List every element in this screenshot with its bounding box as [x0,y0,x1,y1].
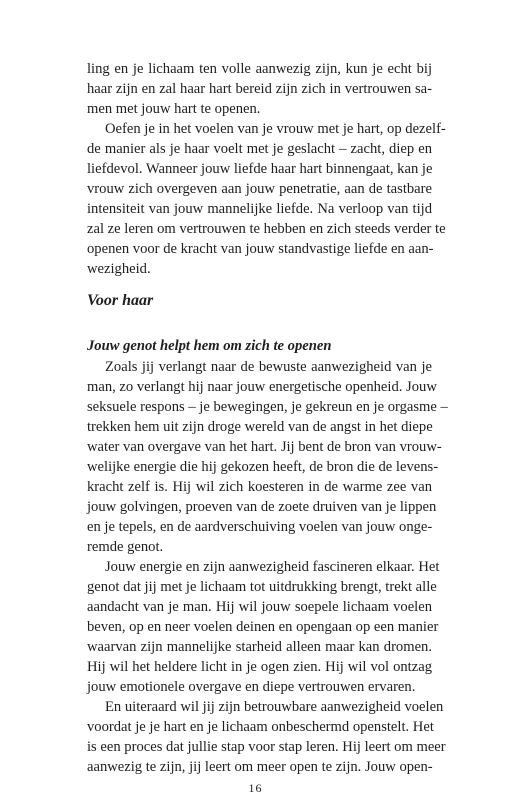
body-line: liefdevol. Wanneer jouw liefde haar hart binnengaat, kan je [87,161,433,177]
body-line: aanwezig te zijn, jij leert om meer open te zijn. Jouw open- [87,759,433,775]
body-line: openen voor de kracht van jouw standvastige liefde en aan- [87,241,434,257]
body-line: Jouw energie en zijn aanwezigheid fascineren elkaar. Het [105,559,440,575]
body-line: de manier als je haar voelt met je geslacht – zacht, diep en [87,141,432,157]
body-line: jouw emotionele overgave en diepe vertrouwen ervaren. [87,679,416,695]
body-line: en je tepels, en de aardverschuiving voelen van jouw onge- [87,519,433,535]
body-line: genot dat jij met je lichaam tot uitdrukking brengt, trekt alle [87,579,437,595]
body-line: is een proces dat jullie stap voor stap leren. Hij leert om meer [87,739,446,755]
body-line: Hij wil het heldere licht in je ogen zien. Hij wil vol ontzag [87,659,432,675]
body-line: En uiteraard wil jij zijn betrouwbare aanwezigheid voelen [105,699,444,715]
body-line: vrouw zich overgeven aan jouw penetratie, aan de tastbare [87,181,432,197]
body-line: haar zijn en zal haar hart bereid zijn zich in vertrouwen sa- [87,81,432,97]
body-line: remde genot. [87,539,164,555]
body-line: water van overgave van het hart. Jij bent de bron van vrouw- [87,439,442,455]
body-line: voordat je je hart en je lichaam onbeschermd openstelt. Het [87,719,434,735]
subheading: Jouw genot helpt hem om zich te openen [87,338,332,354]
section-heading: Voor haar [87,292,154,309]
body-line: beven, op en neer voelen deinen en opengaan op een manier [87,619,439,635]
body-line: Zoals jij verlangt naar de bewuste aanwezigheid van je [105,359,432,375]
page-number: 16 [248,781,263,795]
body-line: aandacht van je man. Hij wil jouw soepele lichaam voelen [87,599,432,615]
body-line: welijke energie die hij gekozen heeft, de bron die de levens- [87,459,439,475]
body-line: zal ze leren om vertrouwen te hebben en zich steeds verder te [87,221,446,237]
body-line: Oefen je in het voelen van je vrouw met je hart, op dezelf- [105,121,446,137]
body-line: men met jouw hart te openen. [87,101,261,117]
body-line: wezigheid. [87,261,151,277]
body-line: intensiteit van jouw mannelijke liefde. Na verloop van tijd [87,201,432,217]
body-line: jouw golvingen, proeven van de zoete druiven van je lippen [87,499,437,515]
body-line: trekken hem uit zijn droge wereld van de angst in het diepe [87,419,433,435]
body-line: seksuele respons – je bewegingen, je gekreun en je orgasme – [87,399,448,415]
body-line: waarvan zijn mannelijke starheid alleen maar kan dromen. [87,639,432,655]
body-line: kracht zelf is. Hij wil zich koesteren in de warme zee van [87,479,432,495]
body-line: ling en je lichaam ten volle aanwezig zijn, kun je echt bij [87,61,432,77]
body-line: man, zo verlangt hij naar jouw energetische openheid. Jouw [87,379,437,395]
